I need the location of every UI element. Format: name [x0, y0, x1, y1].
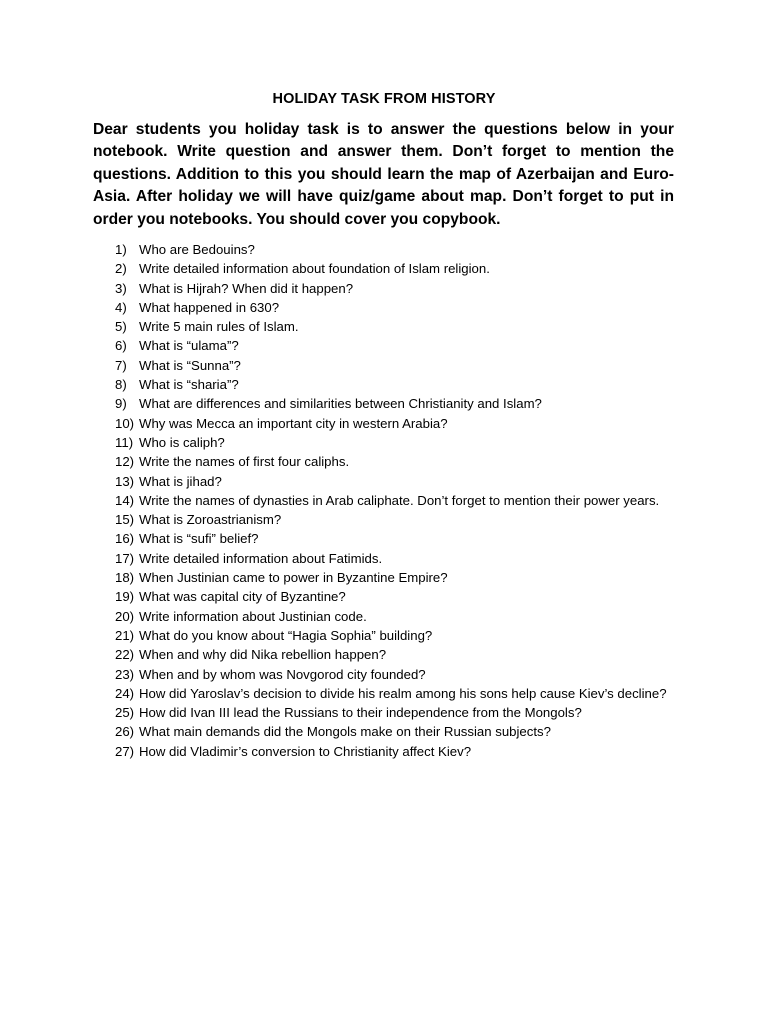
question-item	[115, 568, 685, 587]
question-text: When and by whom was Novgorod city founded?	[139, 666, 426, 682]
question-number: 10)	[115, 415, 135, 431]
question-number: 22)	[115, 647, 135, 663]
question-number: 8)	[115, 377, 127, 393]
question-item	[115, 356, 685, 375]
question-number: 6)	[115, 338, 127, 354]
question-text: How did Yaroslav’s decision to divide his realm among his sons help cause Kiev’s decline?	[139, 685, 667, 701]
question-text: Write 5 main rules of Islam.	[139, 319, 299, 335]
question-item	[115, 433, 685, 452]
intro-paragraph: Dear students you holiday task is to answer the questions below in your notebook. Write question and answer them. Don’t forget to mention the questions. Addition to this you should learn the map of Azerbaijan and Euro-Asia. After holiday we will have quiz/game about map. Don’t forget to put in order you notebooks. You should cover you copybook.	[93, 121, 674, 228]
question-number: 3)	[115, 280, 127, 296]
question-text: What do you know about “Hagia Sophia” building?	[139, 627, 433, 643]
question-number: 9)	[115, 396, 127, 412]
question-number: 1)	[115, 242, 127, 257]
question-number: 5)	[115, 319, 127, 335]
question-text: What are differences and similarities between Christianity and Islam?	[139, 396, 542, 412]
question-item	[115, 626, 685, 645]
question-number: 11)	[115, 434, 134, 450]
question-text: Write detailed information about Fatimids.	[139, 550, 383, 566]
question-list	[115, 240, 685, 761]
question-text: What is “sharia”?	[139, 377, 239, 393]
question-text: Who are Bedouins?	[139, 242, 255, 257]
question-number: 24)	[115, 685, 135, 701]
question-item	[115, 529, 685, 548]
question-number: 18)	[115, 570, 135, 586]
question-item	[115, 587, 685, 606]
question-item	[115, 452, 685, 471]
question-text: Write the names of dynasties in Arab caliphate. Don’t forget to mention their power years.	[139, 492, 660, 508]
question-text: What happened in 630?	[139, 299, 280, 315]
question-text: When and why did Nika rebellion happen?	[139, 647, 387, 663]
question-text: What main demands did the Mongols make on their Russian subjects?	[139, 724, 551, 740]
question-text: What is “ulama”?	[139, 338, 239, 354]
question-text: Write detailed information about foundation of Islam religion.	[139, 261, 490, 277]
question-item	[115, 259, 685, 278]
question-item	[115, 491, 685, 510]
question-item	[115, 472, 685, 491]
question-number: 27)	[115, 743, 135, 759]
question-number: 2)	[115, 261, 127, 277]
question-number: 20)	[115, 608, 135, 624]
question-text: What was capital city of Byzantine?	[139, 589, 346, 605]
question-number: 14)	[115, 492, 135, 508]
question-text: Write information about Justinian code.	[139, 608, 367, 624]
question-item	[115, 607, 685, 626]
question-item	[115, 665, 685, 684]
question-text: When Justinian came to power in Byzantine Empire?	[139, 570, 448, 586]
question-text: How did Ivan III lead the Russians to their independence from the Mongols?	[139, 705, 582, 721]
question-number: 17)	[115, 550, 135, 566]
question-number: 26)	[115, 724, 135, 740]
question-item	[115, 510, 685, 529]
question-item	[115, 394, 685, 413]
question-item	[115, 317, 685, 336]
question-number: 13)	[115, 473, 135, 489]
question-text: What is “sufi” belief?	[139, 531, 259, 547]
question-item	[115, 298, 685, 317]
question-number: 21)	[115, 627, 135, 643]
question-text: What is jihad?	[139, 473, 222, 489]
question-number: 7)	[115, 357, 127, 373]
page-title: HOLIDAY TASK FROM HISTORY	[272, 91, 496, 107]
question-text: Why was Mecca an important city in western Arabia?	[139, 415, 448, 431]
question-item	[115, 549, 685, 568]
question-item	[115, 279, 685, 298]
question-item	[115, 684, 685, 703]
question-text: What is Zoroastrianism?	[139, 512, 282, 528]
question-number: 25)	[115, 705, 135, 721]
question-number: 12)	[115, 454, 135, 470]
question-text: Write the names of first four caliphs.	[139, 454, 350, 470]
question-item	[115, 722, 685, 741]
question-item	[115, 336, 685, 355]
question-number: 23)	[115, 666, 135, 682]
question-number: 4)	[115, 299, 127, 315]
question-number: 19)	[115, 589, 135, 605]
question-item	[115, 414, 685, 433]
question-item	[115, 240, 685, 259]
question-item	[115, 645, 685, 664]
question-item	[115, 375, 685, 394]
question-text: How did Vladimir’s conversion to Christianity affect Kiev?	[139, 743, 472, 759]
question-item	[115, 703, 685, 722]
question-text: What is Hijrah? When did it happen?	[139, 280, 354, 296]
question-text: Who is caliph?	[139, 434, 225, 450]
question-item	[115, 742, 685, 761]
question-number: 15)	[115, 512, 135, 528]
question-text: What is “Sunna”?	[139, 357, 241, 373]
question-number: 16)	[115, 531, 135, 547]
